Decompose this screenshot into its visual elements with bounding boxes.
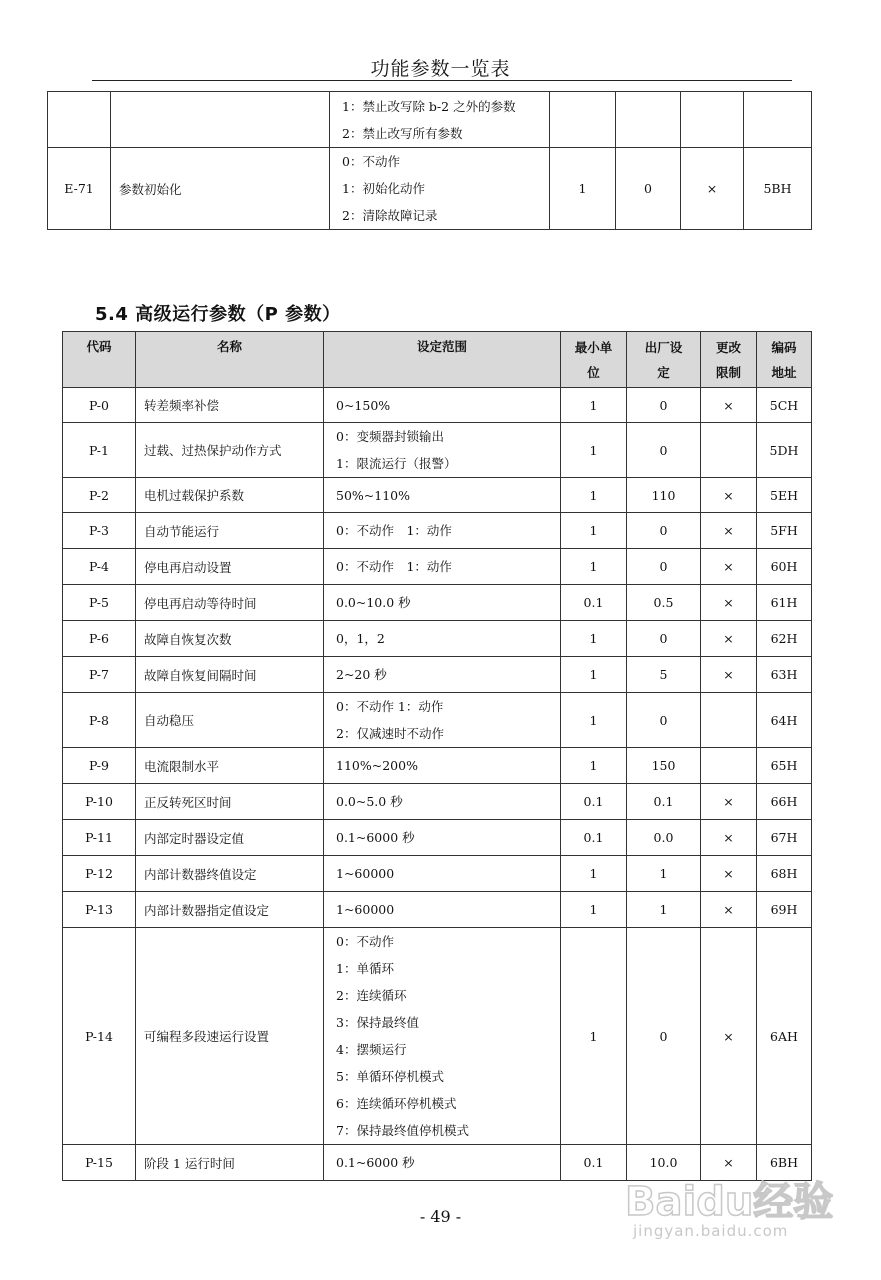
param-factory-cell: 0: [627, 928, 701, 1145]
param-change-cell: ×: [701, 784, 757, 820]
range-line: 1：初始化动作: [342, 181, 425, 196]
param-address-cell: 5EH: [757, 478, 812, 513]
param-name-cell: 过载、过热保护动作方式: [136, 423, 324, 478]
header-factory-line: 定: [657, 364, 670, 380]
param-factory-cell: 0.5: [627, 585, 701, 621]
param-address-cell: 64H: [757, 693, 812, 748]
range-line: 1~60000: [336, 866, 395, 881]
param-code-cell: [48, 92, 111, 148]
param-min-unit-cell: 0.1: [561, 820, 627, 856]
param-address-cell: 65H: [757, 748, 812, 784]
param-change-cell: [701, 748, 757, 784]
param-factory-cell: 0.0: [627, 820, 701, 856]
param-min-unit-cell: 1: [561, 513, 627, 549]
param-factory-cell: 0: [627, 693, 701, 748]
param-min-unit-cell: 1: [561, 657, 627, 693]
param-change-cell: ×: [701, 856, 757, 892]
section-title: 5.4 高级运行参数（P 参数）: [95, 304, 341, 325]
header-change-line: 限制: [715, 364, 741, 380]
header-min-unit-line: 位: [587, 364, 600, 380]
header-code: 代码: [63, 332, 136, 388]
param-change-cell: ×: [701, 820, 757, 856]
param-address-cell: 67H: [757, 820, 812, 856]
table-row: [63, 892, 812, 928]
param-name-cell: 参数初始化: [111, 148, 330, 230]
param-min-unit-cell: [550, 92, 616, 148]
param-change-cell: ×: [701, 928, 757, 1145]
table-row: [63, 513, 812, 549]
watermark-brand: Baidu经验: [625, 1179, 834, 1225]
param-name-cell: 故障自恢复间隔时间: [136, 657, 324, 693]
table-row: [63, 585, 812, 621]
range-line: 0：不动作 1：动作: [336, 699, 444, 714]
param-min-unit-cell: 1: [550, 148, 616, 230]
param-change-cell: ×: [701, 657, 757, 693]
param-name-cell: 停电再启动设置: [136, 549, 324, 585]
param-factory-cell: 110: [627, 478, 701, 513]
param-range-cell: [324, 621, 561, 657]
param-name-cell: 停电再启动等待时间: [136, 585, 324, 621]
param-range-cell: [324, 657, 561, 693]
param-factory-cell: 5: [627, 657, 701, 693]
param-name-cell: 内部计数器指定值设定: [136, 892, 324, 928]
param-range-cell: [324, 478, 561, 513]
param-change-cell: ×: [701, 621, 757, 657]
param-code-cell: P-8: [63, 693, 136, 748]
param-name-cell: 可编程多段速运行设置: [136, 928, 324, 1145]
range-line: 0：不动作 1：动作: [336, 523, 452, 538]
param-address-cell: 6BH: [757, 1145, 812, 1181]
param-address-cell: 62H: [757, 621, 812, 657]
table-row: [63, 856, 812, 892]
range-line: 0：不动作: [342, 154, 400, 169]
param-name-cell: 故障自恢复次数: [136, 621, 324, 657]
table-row: [63, 549, 812, 585]
param-address-cell: 5BH: [744, 148, 812, 230]
param-factory-cell: 0: [627, 513, 701, 549]
param-change-cell: ×: [701, 388, 757, 423]
param-address-cell: 66H: [757, 784, 812, 820]
param-min-unit-cell: 1: [561, 478, 627, 513]
param-code-cell: P-10: [63, 784, 136, 820]
param-code-cell: P-0: [63, 388, 136, 423]
param-factory-cell: 0: [616, 148, 681, 230]
range-line: 0.0~10.0 秒: [336, 595, 411, 610]
param-min-unit-cell: 1: [561, 928, 627, 1145]
range-line: 0：变频器封锁输出: [336, 429, 444, 444]
header-address-line: 编码: [771, 339, 797, 355]
param-code-cell: P-11: [63, 820, 136, 856]
range-line: 2：清除故障记录: [342, 208, 438, 223]
param-range-cell: [324, 585, 561, 621]
param-min-unit-cell: 0.1: [561, 585, 627, 621]
param-name-cell: 转差频率补偿: [136, 388, 324, 423]
param-code-cell: E-71: [48, 148, 111, 230]
param-address-cell: 5FH: [757, 513, 812, 549]
param-factory-cell: 0: [627, 388, 701, 423]
param-code-cell: P-6: [63, 621, 136, 657]
range-line: 1：单循环: [336, 961, 394, 976]
header-change-line: 更改: [715, 339, 741, 355]
param-code-cell: P-9: [63, 748, 136, 784]
param-range-cell: [324, 928, 561, 1145]
param-min-unit-cell: 0.1: [561, 1145, 627, 1181]
range-line: 2~20 秒: [336, 667, 387, 682]
param-name-cell: 电流限制水平: [136, 748, 324, 784]
range-line: 0：不动作: [336, 934, 394, 949]
param-change-cell: ×: [701, 585, 757, 621]
param-factory-cell: 1: [627, 856, 701, 892]
param-code-cell: P-3: [63, 513, 136, 549]
param-range-cell: [324, 388, 561, 423]
header-factory: [627, 332, 701, 388]
param-change-cell: ×: [701, 549, 757, 585]
table-row: [63, 820, 812, 856]
param-code-cell: P-1: [63, 423, 136, 478]
param-range-cell: [324, 513, 561, 549]
page-header-title: 功能参数一览表: [370, 58, 511, 80]
table-row: [63, 621, 812, 657]
header-divider: [92, 80, 792, 81]
param-code-cell: P-13: [63, 892, 136, 928]
param-address-cell: 63H: [757, 657, 812, 693]
param-name-cell: 内部定时器设定值: [136, 820, 324, 856]
param-min-unit-cell: 1: [561, 748, 627, 784]
param-address-cell: 60H: [757, 549, 812, 585]
header-address-line: 地址: [771, 364, 797, 380]
param-code-cell: P-15: [63, 1145, 136, 1181]
param-code-cell: P-4: [63, 549, 136, 585]
range-line: 2：仅减速时不动作: [336, 726, 444, 741]
header-range: 设定范围: [324, 332, 561, 388]
range-line: 0.0~5.0 秒: [336, 794, 403, 809]
param-address-cell: 5DH: [757, 423, 812, 478]
param-factory-cell: 0: [627, 549, 701, 585]
param-range-cell: [324, 892, 561, 928]
range-line: 2：禁止改写所有参数: [342, 125, 463, 141]
param-min-unit-cell: 1: [561, 693, 627, 748]
param-address-cell: 61H: [757, 585, 812, 621]
param-code-cell: P-5: [63, 585, 136, 621]
range-line: 1：禁止改写除 b-2 之外的参数: [342, 98, 516, 114]
param-address-cell: 6AH: [757, 928, 812, 1145]
table-row: [48, 92, 812, 148]
param-name-cell: 自动节能运行: [136, 513, 324, 549]
range-line: 0.1~6000 秒: [336, 1155, 415, 1170]
range-line: 0~150%: [336, 397, 391, 413]
param-change-cell: ×: [701, 1145, 757, 1181]
param-code-cell: P-2: [63, 478, 136, 513]
param-range-cell: [324, 748, 561, 784]
p-parameter-table: [62, 331, 812, 1181]
param-range-cell: [324, 784, 561, 820]
param-min-unit-cell: 0.1: [561, 784, 627, 820]
param-factory-cell: 0.1: [627, 784, 701, 820]
header-min-unit-line: 最小单: [574, 339, 613, 355]
range-line: 0.1~6000 秒: [336, 830, 415, 845]
header-address: [757, 332, 812, 388]
param-range-cell: [324, 856, 561, 892]
param-address-cell: 5CH: [757, 388, 812, 423]
table-row: [63, 784, 812, 820]
continued-parameter-table: [47, 91, 812, 230]
header-name: 名称: [136, 332, 324, 388]
param-factory-cell: 1: [627, 892, 701, 928]
param-range-cell: [324, 820, 561, 856]
param-range-cell: [330, 148, 550, 230]
param-name-cell: 电机过载保护系数: [136, 478, 324, 513]
param-address-cell: 69H: [757, 892, 812, 928]
range-line: 6：连续循环停机模式: [336, 1096, 457, 1111]
param-factory-cell: [616, 92, 681, 148]
table-header-row: [63, 332, 812, 388]
range-line: 50%~110%: [336, 487, 410, 503]
param-factory-cell: 0: [627, 621, 701, 657]
table-row: [63, 748, 812, 784]
param-address-cell: [744, 92, 812, 148]
param-min-unit-cell: 1: [561, 856, 627, 892]
baidu-watermark: [625, 1170, 835, 1250]
table-row: [63, 423, 812, 478]
param-name-cell: [111, 92, 330, 148]
range-line: 0，1，2: [336, 631, 385, 646]
page-number: - 49 -: [419, 1207, 462, 1226]
range-line: 1~60000: [336, 902, 395, 917]
table-row: [63, 657, 812, 693]
param-factory-cell: 150: [627, 748, 701, 784]
param-code-cell: P-7: [63, 657, 136, 693]
range-line: 4：摆频运行: [336, 1042, 407, 1057]
param-code-cell: P-14: [63, 928, 136, 1145]
header-min-unit: [561, 332, 627, 388]
param-range-cell: [324, 549, 561, 585]
param-change-cell: ×: [701, 513, 757, 549]
table-row: [63, 478, 812, 513]
param-change-cell: [681, 92, 744, 148]
param-min-unit-cell: 1: [561, 549, 627, 585]
range-line: 3：保持最终值: [336, 1015, 419, 1030]
param-address-cell: 68H: [757, 856, 812, 892]
param-range-cell: [330, 92, 550, 148]
param-range-cell: [324, 1145, 561, 1181]
range-line: 7：保持最终值停机模式: [336, 1123, 469, 1138]
table-row: [63, 693, 812, 748]
table-row: [63, 928, 812, 1145]
param-change-cell: ×: [681, 148, 744, 230]
param-change-cell: ×: [701, 892, 757, 928]
param-min-unit-cell: 1: [561, 892, 627, 928]
param-change-cell: [701, 693, 757, 748]
param-name-cell: 阶段 1 运行时间: [136, 1145, 324, 1181]
param-change-cell: [701, 423, 757, 478]
header-change: [701, 332, 757, 388]
watermark-url: jingyan.baidu.com: [633, 1222, 789, 1240]
range-line: 110%~200%: [336, 758, 418, 773]
table-row: [63, 388, 812, 423]
range-line: 0：不动作 1：动作: [336, 559, 452, 574]
header-factory-line: 出厂设: [644, 339, 683, 355]
range-line: 2：连续循环: [336, 988, 407, 1003]
param-range-cell: [324, 693, 561, 748]
param-change-cell: ×: [701, 478, 757, 513]
param-range-cell: [324, 423, 561, 478]
range-line: 1：限流运行（报警）: [336, 456, 457, 471]
table-row: [48, 148, 812, 230]
param-name-cell: 正反转死区时间: [136, 784, 324, 820]
param-factory-cell: 0: [627, 423, 701, 478]
range-line: 5：单循环停机模式: [336, 1069, 444, 1084]
param-name-cell: 内部计数器终值设定: [136, 856, 324, 892]
param-min-unit-cell: 1: [561, 621, 627, 657]
param-min-unit-cell: 1: [561, 423, 627, 478]
param-name-cell: 自动稳压: [136, 693, 324, 748]
param-min-unit-cell: 1: [561, 388, 627, 423]
param-code-cell: P-12: [63, 856, 136, 892]
param-factory-cell: 10.0: [627, 1145, 701, 1181]
